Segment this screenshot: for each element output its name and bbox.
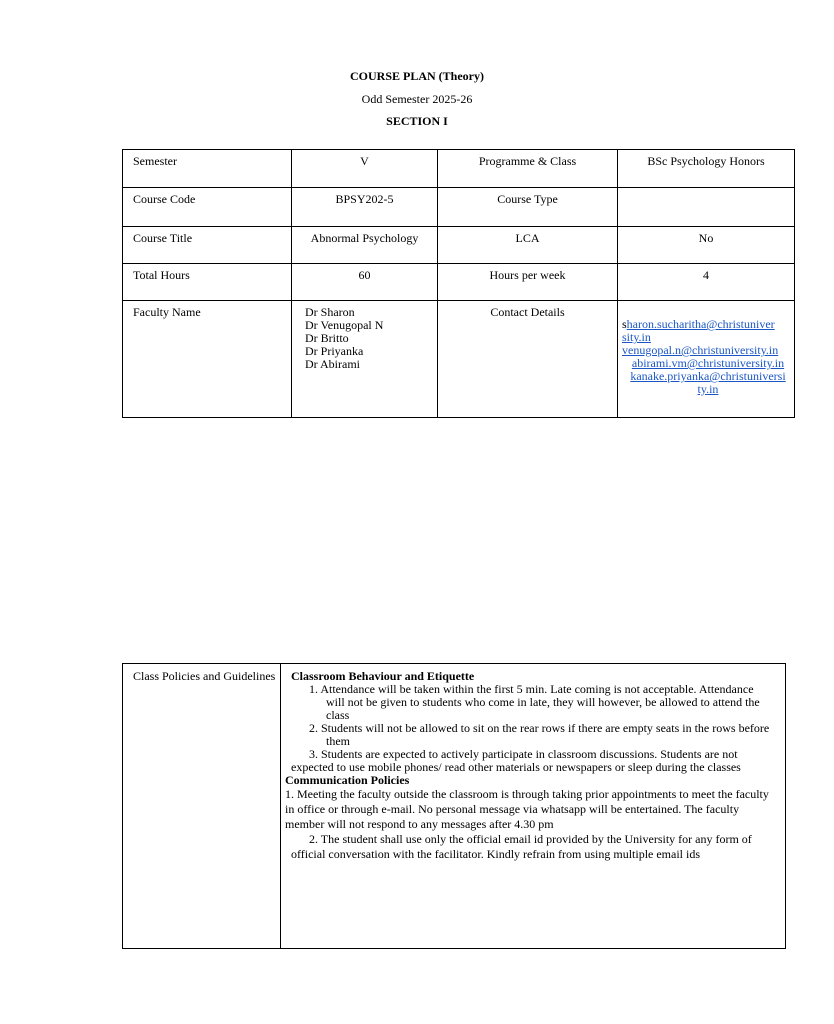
lca-value: No [618, 227, 795, 264]
policy-item: them [326, 734, 350, 748]
course-code-label: Course Code [123, 188, 292, 227]
email-link-venugopal[interactable]: venugopal.n@christuniversity.in [622, 343, 779, 357]
semester-value: V [292, 150, 438, 188]
total-hours-value: 60 [292, 264, 438, 301]
policies-label: Class Policies and Guidelines [123, 664, 281, 949]
policy-item: expected to use mobile phones/ read other materials or newspapers or sleep during the classes [291, 760, 741, 774]
behaviour-heading: Classroom Behaviour and Etiquette [291, 669, 475, 683]
contact-details-label: Contact Details [438, 301, 618, 418]
faculty-name: Dr Britto [305, 331, 349, 345]
policies-table [122, 663, 786, 949]
faculty-names [292, 301, 438, 418]
semester-subtitle: Odd Semester 2025-26 [361, 92, 473, 106]
policy-item: in office or through e-mail. No personal message via whatsapp will be entertained. The faculty [285, 802, 740, 816]
faculty-name: Dr Sharon [305, 305, 355, 319]
faculty-name-label: Faculty Name [123, 301, 292, 418]
course-type-label: Course Type [438, 188, 618, 227]
email-link-sharon-cont[interactable]: sity.in [622, 330, 651, 344]
policy-item: official conversation with the facilitator. Kindly refrain from using multiple email ids [291, 847, 701, 861]
semester-label: Semester [123, 150, 292, 188]
lca-label: LCA [438, 227, 618, 264]
communication-heading: Communication Policies [285, 773, 410, 787]
policy-item: 2. Students will not be allowed to sit on the rear rows if there are empty seats in the rows before [309, 721, 770, 735]
table-row [123, 188, 795, 227]
policy-item: 2. The student shall use only the official email id provided by the University for any form of [309, 832, 752, 846]
table-row [123, 301, 795, 418]
course-type-value [618, 188, 795, 227]
policy-item: 3. Students are expected to actively participate in classroom discussions. Students are not [309, 747, 738, 761]
policy-item: will not be given to students who come in late, they will however, be allowed to attend the [326, 695, 760, 709]
hours-per-week-value: 4 [618, 264, 795, 301]
policies-content [281, 664, 786, 949]
table-row [123, 264, 795, 301]
email-prefix: s [622, 317, 627, 331]
total-hours-label: Total Hours [123, 264, 292, 301]
table-row [123, 664, 786, 949]
contact-emails [618, 301, 795, 418]
course-title-value: Abnormal Psychology [292, 227, 438, 264]
policy-item: 1. Attendance will be taken within the first 5 min. Late coming is not acceptable. Attendance [309, 682, 754, 696]
course-code-value: BPSY202-5 [292, 188, 438, 227]
faculty-name: Dr Abirami [305, 357, 360, 371]
faculty-name: Dr Venugopal N [305, 318, 384, 332]
policy-item: member will not respond to any messages after 4.30 pm [285, 817, 554, 831]
section-heading: SECTION I [386, 114, 448, 128]
policy-item: class [326, 708, 350, 722]
faculty-name: Dr Priyanka [305, 344, 364, 358]
programme-value: BSc Psychology Honors [618, 150, 795, 188]
email-link-priyanka[interactable]: kanake.priyanka@christuniversi [630, 369, 786, 383]
policy-item: 1. Meeting the faculty outside the classroom is through taking prior appointments to meet the faculty [285, 787, 769, 801]
hours-per-week-label: Hours per week [438, 264, 618, 301]
table-row [123, 227, 795, 264]
email-link-sharon[interactable]: haron.sucharitha@christuniver [626, 317, 775, 331]
programme-label: Programme & Class [438, 150, 618, 188]
page-title: COURSE PLAN (Theory) [350, 69, 484, 83]
email-link-abirami[interactable]: abirami.vm@christuniversity.in [631, 356, 785, 370]
course-title-label: Course Title [123, 227, 292, 264]
table-row [123, 150, 795, 188]
email-link-priyanka-cont[interactable]: ty.in [697, 382, 719, 396]
course-details-table [122, 149, 795, 418]
